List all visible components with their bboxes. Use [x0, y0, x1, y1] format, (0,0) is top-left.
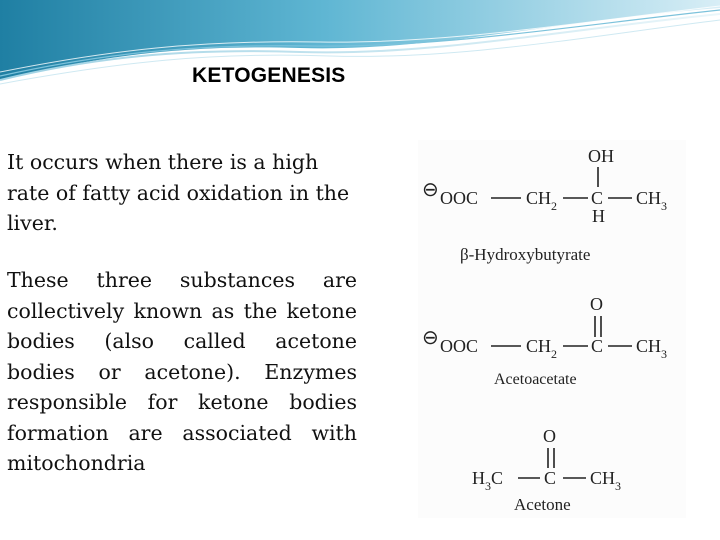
o-label: O [590, 294, 603, 314]
charge-symbol: ⊖ [422, 327, 439, 349]
ch2-label: $CH_2$ [526, 188, 558, 213]
c-label: C [591, 188, 604, 208]
h3c-label: $H_3C$ [472, 468, 504, 493]
header-wave-decoration [0, 0, 720, 90]
slide-title: KETOGENESIS [192, 64, 346, 87]
ch3-label: $CH_3$ [636, 188, 668, 213]
paragraph-ketone-bodies: These three substances are collectively known as the ketone bodies (also called acetone bodies or acetone). Enzymes responsible for ketone bodies formation are associated with mitochondria [7, 268, 357, 475]
c-label: C [544, 468, 557, 488]
ch2-label: $CH_2$ [526, 336, 558, 361]
hydroxybutyrate-name: β-Hydroxybutyrate [460, 245, 591, 264]
acetoacetate-structure [422, 294, 667, 388]
ooc-label: OOC [440, 336, 479, 356]
o-label: O [543, 426, 556, 446]
paragraph-oxidation: It occurs when there is a high rate of fatty acid oxidation in the liver. [7, 150, 350, 235]
chemical-structures-panel [418, 140, 686, 518]
h-label: H [592, 206, 605, 226]
ketone-bodies-structures [418, 140, 686, 518]
oh-label: OH [588, 146, 614, 166]
acetone-name: Acetone [514, 495, 571, 514]
ooc-label: OOC [440, 188, 479, 208]
acetone-structure [472, 426, 621, 514]
ch3-label: $CH_3$ [636, 336, 668, 361]
acetoacetate-name: Acetoacetate [494, 371, 577, 388]
hydroxybutyrate-structure [422, 146, 667, 264]
charge-symbol: ⊖ [422, 179, 439, 201]
c-label: C [591, 336, 604, 356]
ch3-label: $CH_3$ [590, 468, 622, 493]
